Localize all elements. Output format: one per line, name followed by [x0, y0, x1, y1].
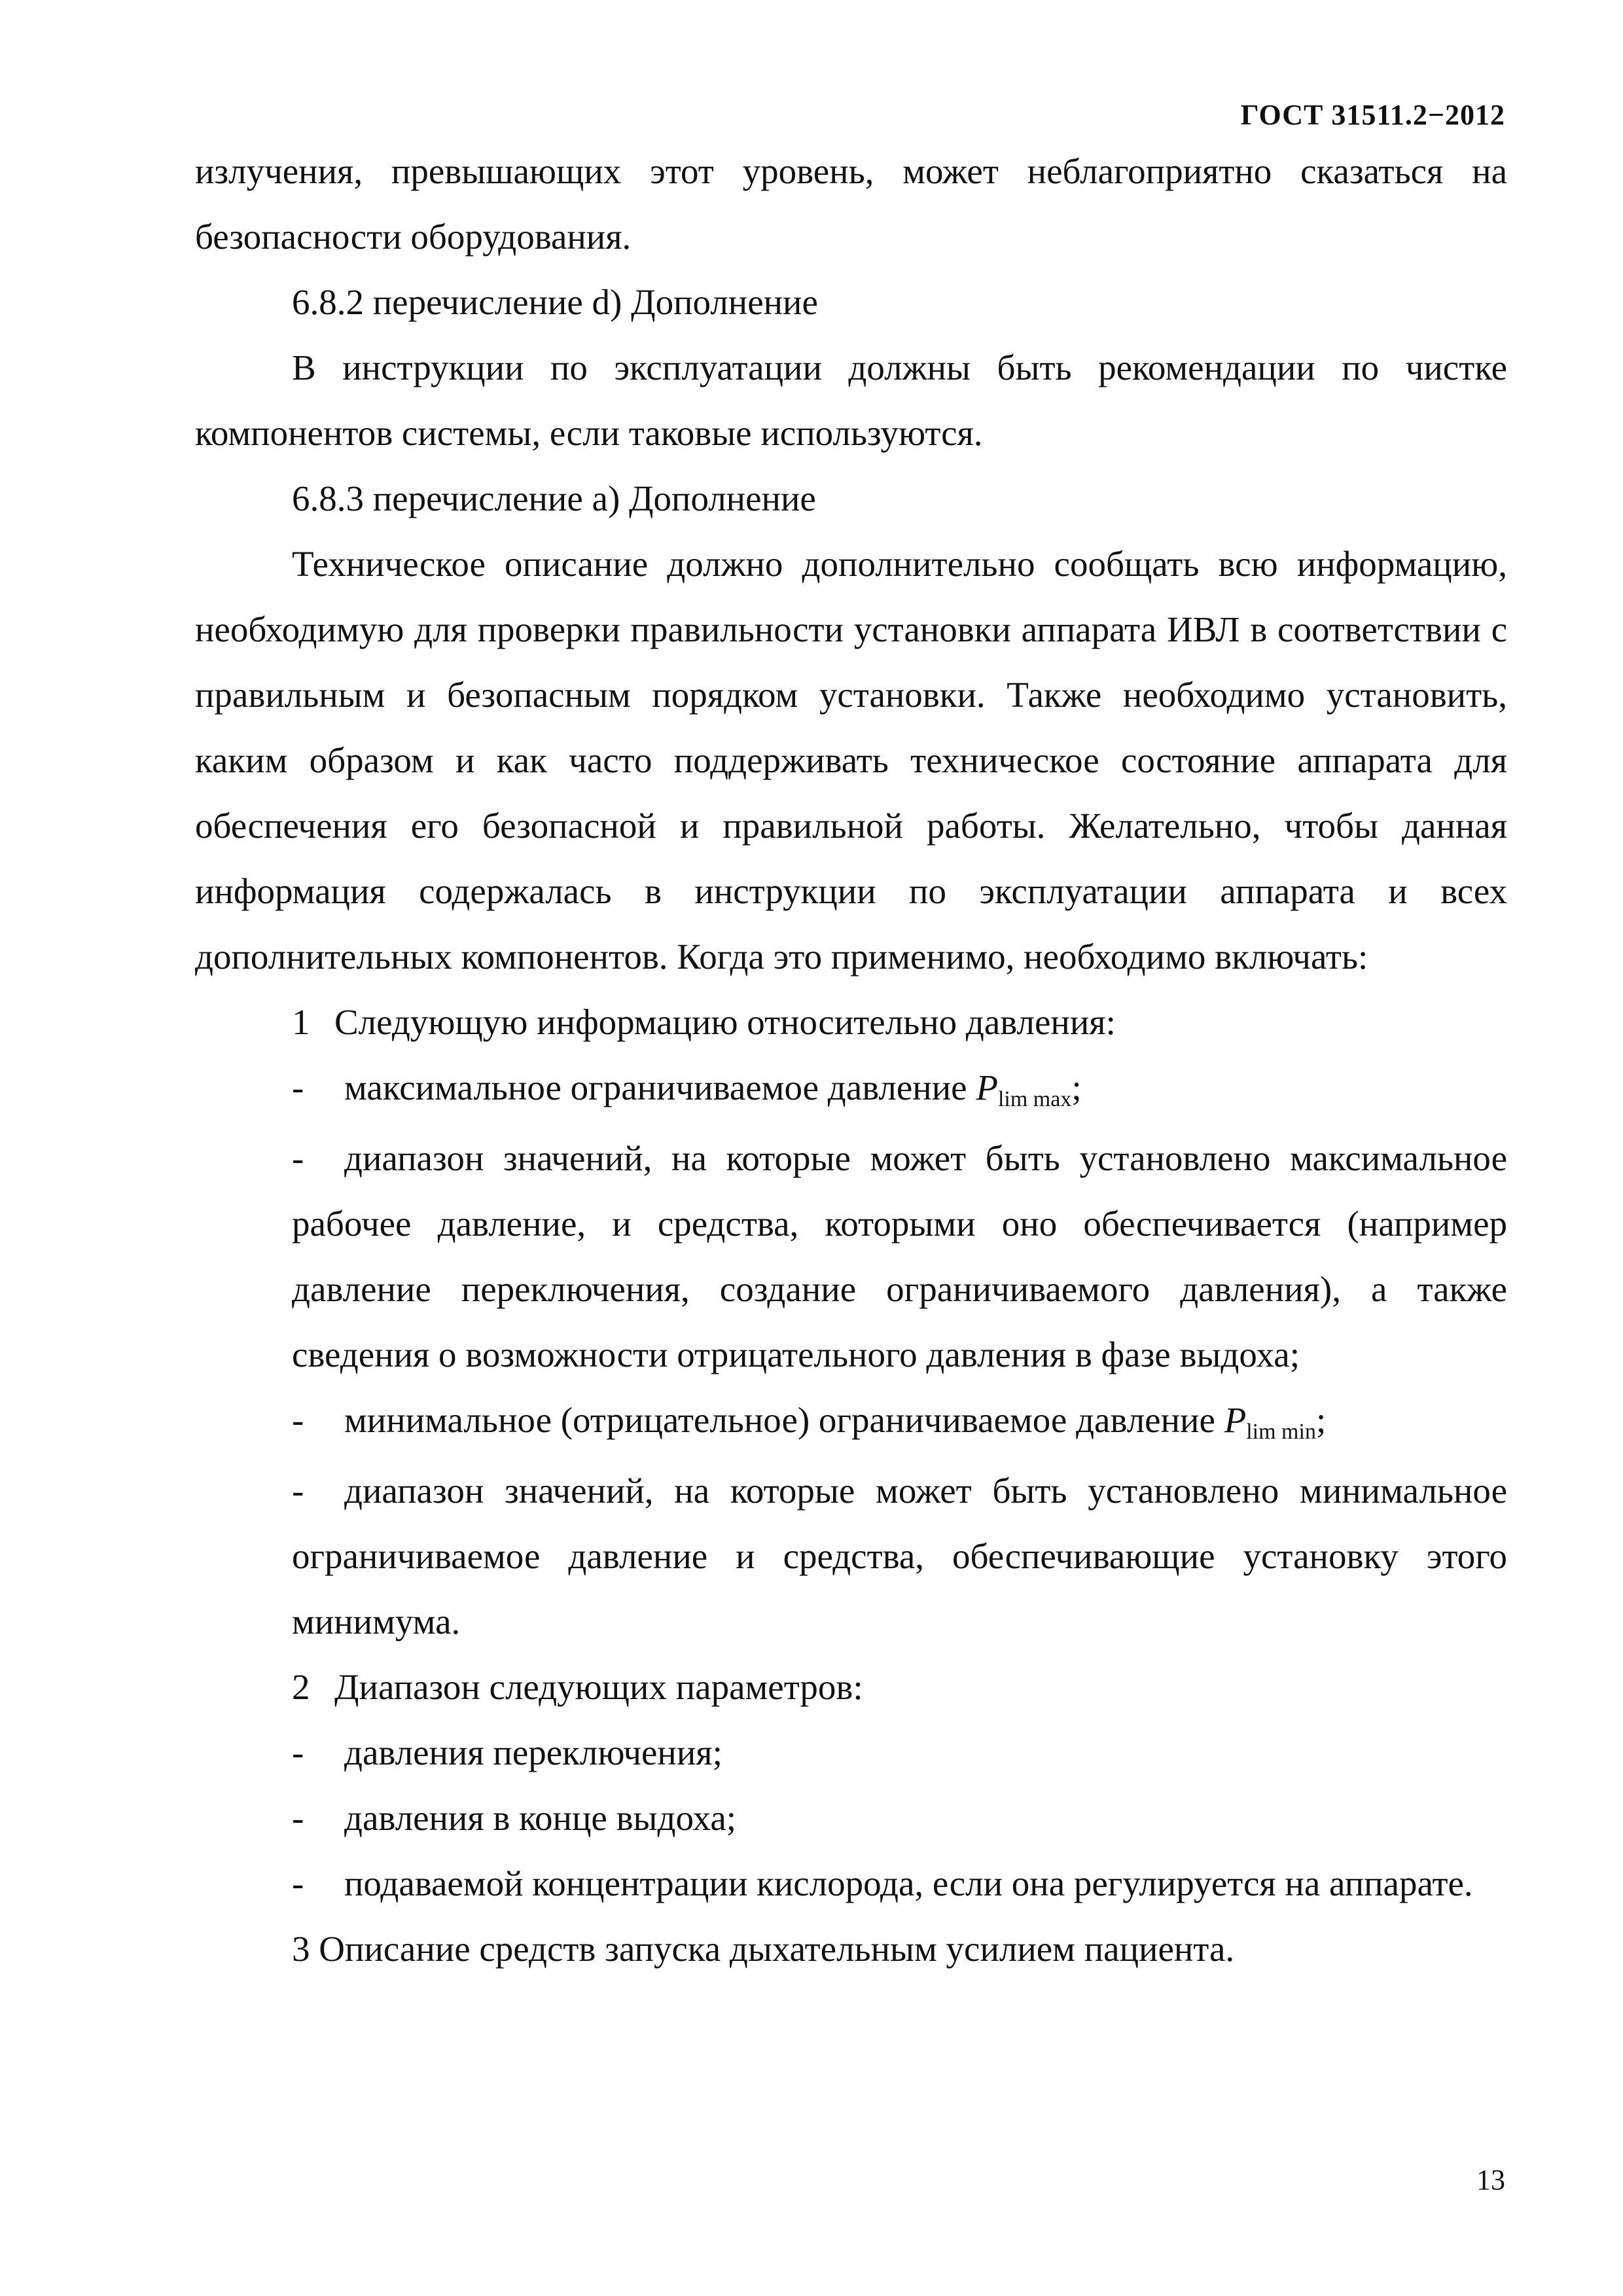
formula-symbol: P	[1224, 1400, 1247, 1440]
formula-subscript: lim min	[1246, 1420, 1316, 1444]
list-3-item: 3 Описание средств запуска дыхательным усилием пациента.	[292, 1929, 1235, 1969]
list-item	[195, 1126, 1507, 1388]
list-item-text: давления переключения;	[344, 1732, 722, 1772]
page-number: 13	[1476, 2164, 1505, 2196]
formula-subscript: lim max	[997, 1087, 1072, 1111]
dash-marker: -	[292, 1471, 304, 1511]
list-item-text: максимальное ограничиваемое давление	[344, 1067, 976, 1107]
list-title-text: Следующую информацию относительно давления:	[334, 1002, 1116, 1042]
list-item-end: ;	[1071, 1067, 1082, 1107]
paragraph-continuation: излучения, превышающих этот уровень, может неблагоприятно сказаться на безопасности оборудования.	[195, 151, 1507, 257]
list-item	[195, 1388, 1507, 1458]
dash-marker: -	[292, 1400, 304, 1440]
paragraph-6-8-3: Техническое описание должно дополнительно сообщать всю информацию, необходимую для проверки правильности установки аппарата ИВЛ в соответствии с правильным и безопасным порядком установки. Также необходимо установить, каким образом и как часто поддерживать техническое состояние аппарата для обеспечения его безопасной и правильной работы. Желательно, чтобы данная информация содержалась в инструкции по эксплуатации аппарата и всех дополнительных компонентов. Когда это применимо, необходимо включать:	[195, 544, 1507, 977]
dash-marker: -	[292, 1863, 304, 1903]
list-item	[195, 1720, 1507, 1785]
dash-marker: -	[292, 1067, 304, 1107]
list-item-text: минимальное (отрицательное) ограничиваемое давление	[344, 1400, 1224, 1440]
list-item-text: давления в конце выдоха;	[344, 1798, 737, 1838]
dash-marker: -	[292, 1732, 304, 1772]
list-item-text: диапазон значений, на которые может быть установлено минимальное ограничиваемое давление и средства, обеспечивающие установку этого минимума.	[292, 1471, 1507, 1641]
formula-symbol: P	[976, 1067, 998, 1107]
section-heading-6-8-3: 6.8.3 перечисление a) Дополнение	[292, 478, 816, 518]
document-code-header: ГОСТ 31511.2−2012	[1240, 99, 1505, 131]
list-item-text: диапазон значений, на которые может быть установлено максимальное рабочее давление, и средства, которыми оно обеспечивается (например давление переключения, создание ограничиваемого давления), а также сведения о возможности отрицательного давления в фазе выдоха;	[292, 1138, 1507, 1374]
document-body	[195, 139, 1507, 1982]
list-number: 1	[292, 1002, 310, 1042]
dash-marker: -	[292, 1798, 304, 1838]
dash-marker: -	[292, 1138, 304, 1178]
section-heading-6-8-2: 6.8.2 перечисление d) Дополнение	[292, 282, 818, 322]
list-title-text: Диапазон следующих параметров:	[334, 1667, 863, 1707]
list-item	[195, 1458, 1507, 1655]
list-1-title	[195, 990, 1507, 1055]
list-item	[195, 1055, 1507, 1126]
list-number: 2	[292, 1667, 310, 1707]
list-item-end: ;	[1315, 1400, 1327, 1440]
paragraph-6-8-2: В инструкции по эксплуатации должны быть рекомендации по чистке компонентов системы, если таковые используются.	[195, 348, 1507, 453]
list-item-text: подаваемой концентрации кислорода, если она регулируется на аппарате.	[344, 1863, 1473, 1903]
list-item	[195, 1851, 1507, 1916]
list-2-title	[195, 1655, 1507, 1720]
list-item	[195, 1785, 1507, 1851]
